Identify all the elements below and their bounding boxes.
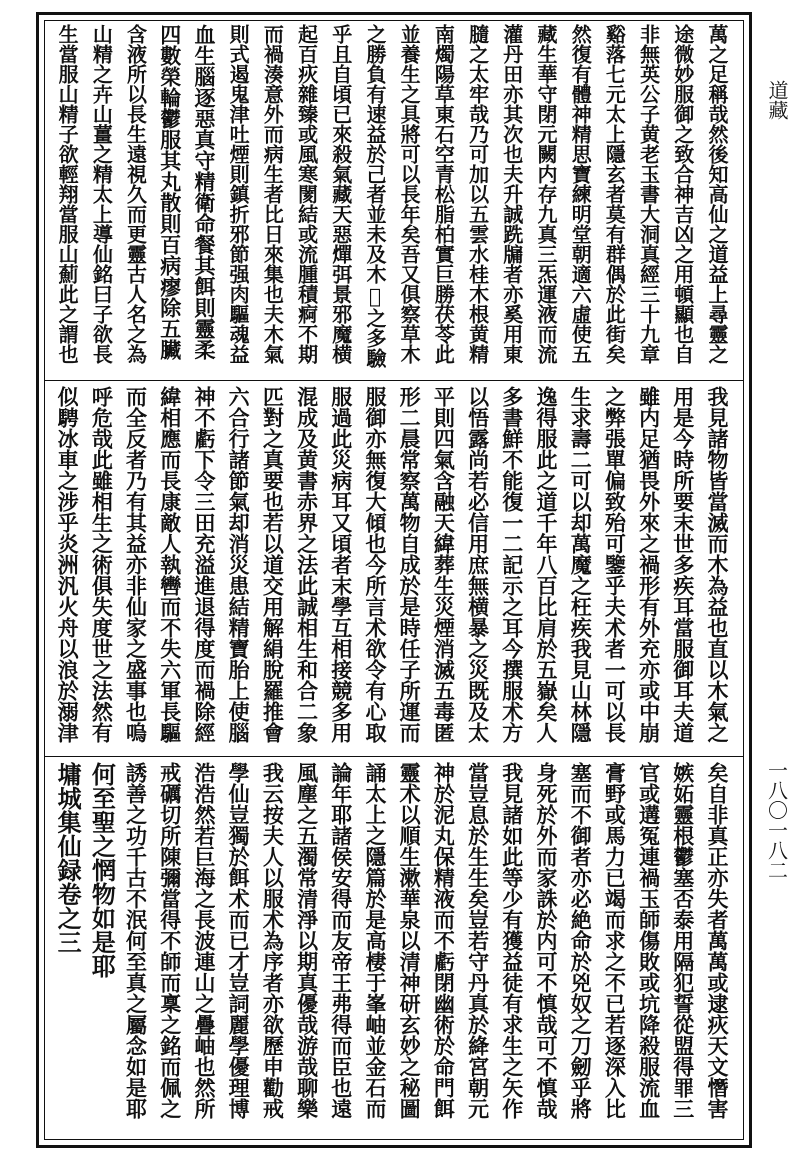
text-column: 神不虧下令三田充溢進退得度而禍除經 bbox=[191, 386, 217, 743]
text-column: 矣自非真正亦失者萬萬或逮疢天文憯害 bbox=[705, 762, 730, 1119]
text-column: 官或遘冤連禍玉師傷敗或坑降殺服流血 bbox=[636, 762, 662, 1119]
text-column: 並養生之具將可以長年矣吾又俱察草木 bbox=[397, 24, 422, 364]
collection-title-margin bbox=[760, 80, 794, 120]
text-column: 平則四氣含融天緯葬生災煙消滅五毒匿 bbox=[431, 386, 457, 743]
text-column: 血生腦逐惡真守精衛命餐其餌則靈柔 bbox=[191, 24, 217, 360]
text-column: 墉城集仙録卷之三 bbox=[53, 762, 83, 954]
text-column: 服御亦無復大傾也今所言术欲令有心取 bbox=[362, 386, 388, 743]
text-column: 含液所以長生遠視久而更靈古人名之為 bbox=[123, 24, 148, 364]
text-column: 藏生華守閉元闕内存九真三炁運液而流 bbox=[533, 24, 558, 364]
text-column: 六合行諸節氣却消災患結精寶胎上使腦 bbox=[226, 386, 252, 743]
text-column: 谿落七元太上隱玄者莫有群偶於此街矣 bbox=[602, 24, 627, 364]
text-column: 形二晨常察萬物自成於是時任子所運而 bbox=[397, 386, 423, 743]
text-column: 山精之卉山薑之精太上導仙銘曰子欲長 bbox=[89, 24, 114, 364]
register-top bbox=[44, 24, 744, 376]
text-column: 多書鮮不能復一二記示之耳今撰服术方 bbox=[499, 386, 525, 743]
text-column: 混成及黄書赤界之法此誠相生和合二象 bbox=[294, 386, 320, 743]
text-column: 生當服山精子欲輕翔當服山薊此之謂也 bbox=[55, 24, 80, 364]
text-column: 灌丹田亦其次也夫升誠跣牖者亦奚用東 bbox=[499, 24, 524, 364]
text-column: 風塵之五濁常清淨以期真優哉游哉聊樂 bbox=[294, 762, 320, 1119]
text-column: 似騁冰車之涉乎炎洲汎火舟以浪於溺津 bbox=[55, 386, 81, 743]
text-column: 嫉妬靈根鬱塞否泰用隔犯誓從盟得罪三 bbox=[670, 762, 696, 1119]
text-column: 浩浩然若巨海之長波連山之疊岫也然所 bbox=[191, 762, 217, 1119]
text-column: 途微妙服御之致合神吉凶之用頓顯也自 bbox=[670, 24, 695, 364]
text-column: 逸得服此之道千年八百比肩於五嶽矣人 bbox=[533, 386, 559, 743]
text-column: 之勝負有速益於己者並未及木𠃨之多驗 bbox=[362, 24, 387, 368]
text-column: 論年耶諸侯安得而友帝王弗得而臣也遠 bbox=[328, 762, 354, 1119]
text-column: 然復有體神精思寶練明堂朝適六虛使五 bbox=[568, 24, 593, 364]
text-column: 膏野或馬力已竭而求之不已若逐深入比 bbox=[602, 762, 628, 1119]
register-bottom bbox=[44, 762, 744, 1136]
text-column: 而全反者乃有其益亦非仙家之盛事也嗚 bbox=[123, 386, 149, 743]
text-column: 當豈息於生生矣豈若守丹真於絳宮朝元 bbox=[465, 762, 491, 1119]
folio-margin bbox=[760, 760, 794, 880]
text-column: 靈术以順生漱華泉以清神研玄妙之秘圖 bbox=[397, 762, 423, 1119]
text-column: 之弊張單偏致殆可鑒乎夫术者一可以長 bbox=[602, 386, 628, 743]
register-middle bbox=[44, 386, 744, 752]
text-column: 用是今時所要末世多疾耳當服御耳夫道 bbox=[670, 386, 696, 743]
text-column: 呼危哉此雖相生之術俱失度世之法然有 bbox=[89, 386, 115, 743]
text-column: 南燭陽草東石空青松脂柏實巨勝茯苓此 bbox=[431, 24, 456, 364]
register-divider-lower bbox=[44, 756, 744, 757]
folio-number: 一八〇一八二 bbox=[764, 760, 789, 880]
text-column: 何至聖之惘物如是耶 bbox=[87, 762, 117, 978]
text-column: 神於泥丸保精液而不虧閉幽術於命門餌 bbox=[431, 762, 457, 1119]
text-column: 雖内足猶畏外來之禍形有外充亦或中崩 bbox=[636, 386, 662, 743]
text-column: 以悟露尚若必信用庶無横暴之災既及太 bbox=[465, 386, 491, 743]
text-column: 我云按夫人以服术為序者亦欲歷申勸戒 bbox=[260, 762, 286, 1119]
text-column: 學仙豈獨於餌术而已才豈詞麗學優理博 bbox=[226, 762, 252, 1119]
text-column: 乎且自頃已來殺氣藏天惡燀弭景邪魔横 bbox=[328, 24, 353, 364]
text-column: 四數榮輪鬱服其丸散則百病瘳除五臟 bbox=[157, 24, 183, 360]
text-column: 萬之足稱哉然後知高仙之道益上尋靈之 bbox=[705, 24, 729, 364]
text-column: 塞而不御者亦必絶命於兇奴之刀劒乎將 bbox=[568, 762, 594, 1119]
text-column: 匹對之真要也若以道交用解絹脫羅推會 bbox=[260, 386, 286, 743]
text-column: 非無英公子黄老玉書大洞真經三十九章 bbox=[636, 24, 661, 364]
text-column: 起百疢雜臻或風寒閡結或流腫積痾不期 bbox=[294, 24, 319, 364]
text-column: 膸之太牢哉乃可加以五雲水桂木根黄精 bbox=[465, 24, 490, 364]
text-column: 戒礪切所陳彌當得不師而稟之銘而佩之 bbox=[157, 762, 183, 1119]
text-column: 我見諸如此等少有獲益徒有求生之矢作 bbox=[499, 762, 525, 1119]
text-column: 緯相應而長康敵人執轡而不失六軍長驅 bbox=[157, 386, 183, 743]
text-column: 服過此災病耳又頃者末學互相接競多用 bbox=[328, 386, 354, 743]
collection-title: 道藏 bbox=[765, 80, 789, 120]
text-column: 誦太上之隱篇於是高棲于峯岫並金石而 bbox=[362, 762, 388, 1119]
text-column: 則式遏鬼津吐煙則鎮折邪節强肉驅魂益 bbox=[226, 24, 251, 364]
text-column: 誘善之功千古不泯何至真之屬念如是耶 bbox=[123, 762, 149, 1119]
text-column: 生求壽二可以却萬魔之枉疾我見山林隱 bbox=[568, 386, 594, 743]
text-column: 身死於外而家誅於内可不慎哉可不慎哉 bbox=[533, 762, 559, 1119]
text-column: 而禍湊意外而病生者比日來集也夫木氣 bbox=[260, 24, 285, 364]
text-column: 我見諸物皆當滅而木為益也直以木氣之 bbox=[705, 386, 730, 743]
register-divider-upper bbox=[44, 380, 744, 381]
